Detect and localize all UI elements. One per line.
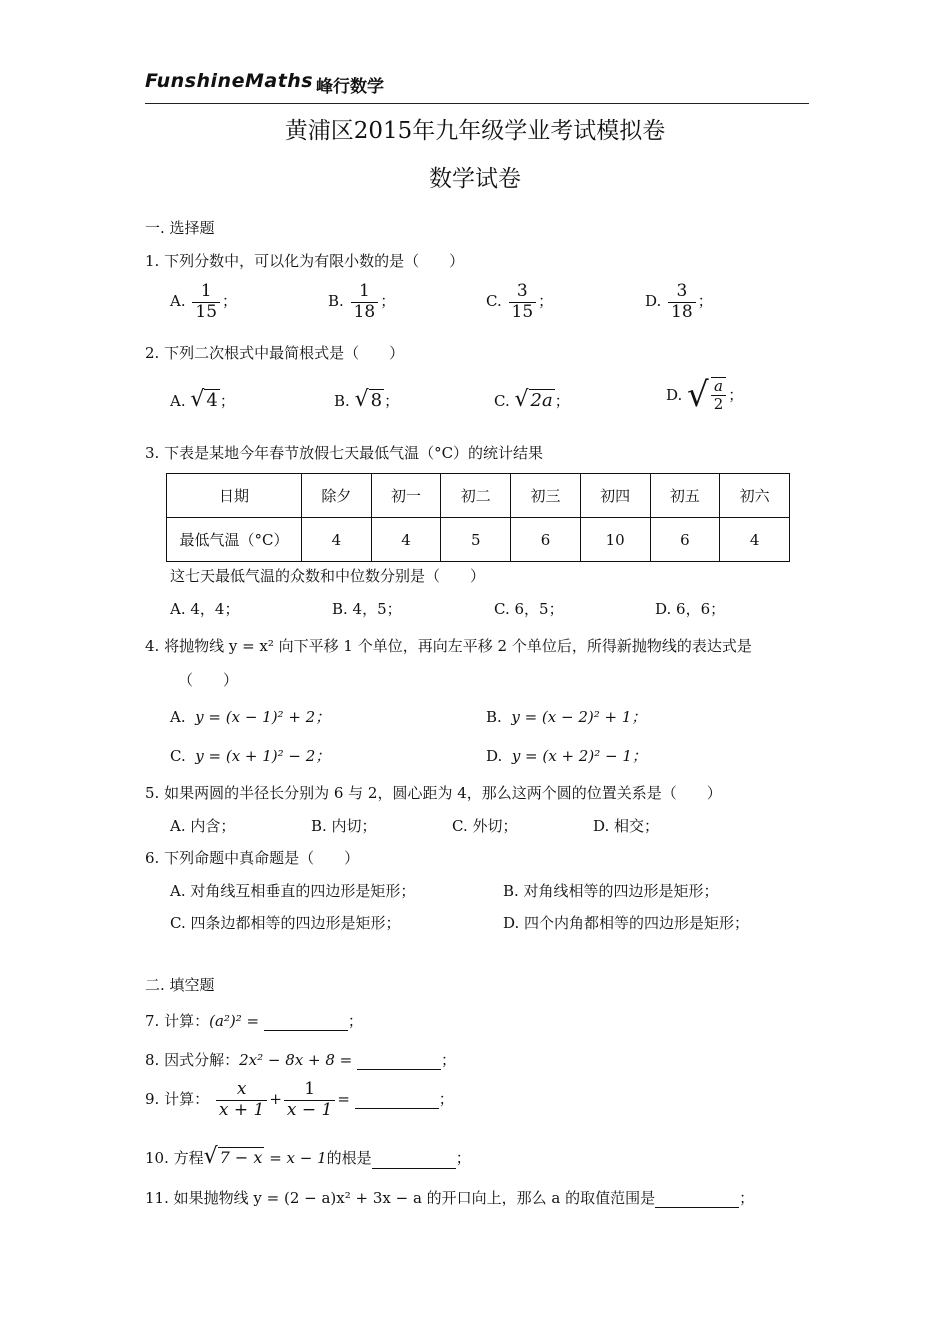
q5-option-c: C. 外切；: [452, 817, 518, 835]
q4-option-d: [486, 745, 647, 766]
table-row: [167, 518, 790, 562]
answer-blank[interactable]: [264, 1014, 348, 1031]
option-label: C.: [486, 292, 502, 311]
brand-cn-text: 峰行数学: [316, 77, 384, 97]
q5-option-d: D. 相交；: [593, 817, 660, 835]
denominator: x + 1: [216, 1100, 267, 1121]
radicand: 7 − x: [219, 1148, 263, 1167]
brand-logo-text: FunshineMaths: [145, 70, 314, 92]
q10-expression: = x − 1: [269, 1149, 327, 1167]
q3-option-c: C. 6，5；: [494, 600, 564, 618]
q9-tail: ；: [438, 1090, 454, 1109]
table-value-cell: 4: [720, 518, 790, 562]
option-label: B.: [328, 292, 344, 311]
q2-option-a: [170, 387, 235, 412]
table-day-cell: 初三: [511, 474, 581, 518]
q2-option-b: [334, 387, 399, 412]
option-expression: y = (x + 2)² − 1；: [511, 747, 647, 765]
square-root: √ 2a: [514, 387, 553, 412]
temperature-table: [166, 473, 790, 562]
fraction: [192, 282, 220, 322]
numerator: 1: [304, 1079, 316, 1099]
q6-option-d: D. 四个内角都相等的四边形是矩形；: [503, 914, 750, 932]
numerator: 1: [200, 281, 212, 301]
q1-stem: 1. 下列分数中，可以化为有限小数的是（ ）: [145, 252, 465, 270]
q8-tail: ；: [440, 1051, 456, 1069]
q4-stem: 4. 将抛物线 y = x² 向下平移 1 个单位，再向左平移 2 个单位后，所得新抛物线的表达式是: [145, 637, 752, 655]
denominator: 18: [351, 302, 379, 323]
numerator: 1: [358, 281, 370, 301]
header-rule: [145, 103, 809, 104]
option-label: C.: [170, 747, 186, 765]
square-root: √ 4: [190, 387, 218, 412]
q2-stem: 2. 下列二次根式中最简根式是（ ）: [145, 344, 405, 362]
option-tail: ；: [222, 292, 238, 311]
q10-prefix: 10. 方程: [145, 1149, 204, 1167]
q7: [145, 1010, 363, 1031]
table-day-cell: 初四: [580, 474, 650, 518]
q7-prefix: 7. 计算：: [145, 1012, 210, 1030]
q4-option-b: [486, 706, 646, 727]
answer-blank[interactable]: [372, 1152, 456, 1169]
q10: [145, 1144, 471, 1169]
option-label: A.: [170, 708, 186, 726]
fraction: [509, 282, 537, 322]
q3-stem: 3. 下表是某地今年春节放假七天最低气温（°C）的统计结果: [145, 444, 544, 462]
exam-subtitle: 数学试卷: [429, 166, 521, 192]
q7-expression: (a²)² =: [209, 1012, 260, 1030]
section-fill-heading: 二. 填空题: [145, 976, 215, 994]
q10-tail: ；: [455, 1149, 471, 1167]
fraction: [284, 1080, 335, 1120]
table-row: [167, 474, 790, 518]
q11: [145, 1187, 754, 1208]
denominator: 15: [509, 302, 537, 323]
q6-stem: 6. 下列命题中真命题是（ ）: [145, 849, 360, 867]
q5-option-b: B. 内切；: [311, 817, 377, 835]
q4-option-c: [170, 745, 330, 766]
option-label: C.: [494, 392, 510, 410]
q1-option-b: [328, 282, 395, 322]
answer-blank[interactable]: [655, 1191, 739, 1208]
table-value-cell: 5: [441, 518, 511, 562]
option-tail: ；: [554, 392, 570, 410]
table-day-cell: 除夕: [302, 474, 372, 518]
q4-paren: （ ）: [178, 671, 239, 689]
q8-prefix: 8. 因式分解：: [145, 1051, 240, 1069]
q6-option-a: A. 对角线互相垂直的四边形是矩形；: [170, 882, 416, 900]
square-root: √ 8: [354, 387, 383, 412]
option-tail: ；: [728, 386, 744, 404]
q9: [145, 1080, 454, 1120]
fraction: [351, 282, 379, 322]
answer-blank[interactable]: [355, 1092, 439, 1109]
q7-tail: ；: [347, 1012, 363, 1030]
table-row-label: 最低气温（°C）: [167, 518, 302, 562]
fraction: [216, 1080, 267, 1120]
option-tail: ；: [219, 392, 235, 410]
option-tail: ；: [697, 292, 713, 311]
table-day-cell: 初一: [371, 474, 441, 518]
fraction: [668, 282, 696, 322]
square-root: √ $\frac{a}{2}$: [687, 375, 728, 415]
q5-stem: 5. 如果两圆的半径长分别为 6 与 2，圆心距为 4，那么这两个圆的位置关系是（ ）: [145, 784, 722, 802]
q8-expression: 2x² − 8x + 8 =: [239, 1051, 353, 1069]
denominator: x − 1: [284, 1100, 335, 1121]
option-label: B.: [334, 392, 350, 410]
option-label: D.: [486, 747, 503, 765]
option-expression: y = (x − 2)² + 1；: [511, 708, 647, 726]
q2-option-c: [494, 387, 570, 412]
numerator: 3: [676, 281, 688, 301]
q1-option-d: [645, 282, 713, 322]
table-value-cell: 6: [511, 518, 581, 562]
q1-option-c: [486, 282, 553, 322]
q8: [145, 1049, 456, 1070]
option-expression: y = (x + 1)² − 2；: [195, 747, 331, 765]
option-tail: ；: [380, 292, 396, 311]
option-tail: ；: [384, 392, 400, 410]
q10-suffix: 的根是: [326, 1149, 372, 1167]
q3-option-a: A. 4，4；: [170, 600, 240, 618]
q3-option-d: D. 6，6；: [655, 600, 726, 618]
q6-option-b: B. 对角线相等的四边形是矩形；: [503, 882, 719, 900]
option-label: B.: [486, 708, 502, 726]
q1-option-a: [170, 282, 237, 322]
q3-option-b: B. 4，5；: [332, 600, 402, 618]
option-label: D.: [645, 292, 662, 311]
table-day-cell: 初二: [441, 474, 511, 518]
table-header-cell: 日期: [167, 474, 302, 518]
radicand: 4: [206, 390, 218, 411]
q11-text: 11. 如果抛物线 y = (2 − a)x² + 3x − a 的开口向上，那么 a 的取值范围是: [145, 1189, 656, 1207]
option-label: A.: [170, 292, 186, 311]
plus-sign: +: [269, 1090, 282, 1109]
table-value-cell: 10: [580, 518, 650, 562]
q9-prefix: 9. 计算：: [145, 1090, 210, 1109]
numerator: x: [236, 1079, 247, 1099]
q3-sub-question: 这七天最低气温的众数和中位数分别是（ ）: [170, 567, 486, 585]
option-label: D.: [666, 386, 683, 404]
answer-blank[interactable]: [357, 1053, 441, 1070]
option-tail: ；: [538, 292, 554, 311]
denominator: 15: [192, 302, 220, 323]
q11-tail: ；: [739, 1189, 755, 1207]
option-expression: y = (x − 1)² + 2；: [195, 708, 331, 726]
radicand: 2a: [530, 390, 553, 411]
q5-option-a: A. 内含；: [170, 817, 236, 835]
q4-option-a: [170, 706, 330, 727]
section-choice-heading: 一. 选择题: [145, 219, 215, 237]
table-value-cell: 4: [371, 518, 441, 562]
q2-option-d: [666, 375, 743, 415]
table-value-cell: 6: [650, 518, 720, 562]
square-root: √ 7 − x: [203, 1144, 263, 1169]
numerator: 3: [516, 281, 528, 301]
denominator: 18: [668, 302, 696, 323]
denominator: 2: [711, 395, 727, 413]
table-value-cell: 4: [302, 518, 372, 562]
q6-option-c: C. 四条边都相等的四边形是矩形；: [170, 914, 401, 932]
equals-sign: =: [337, 1090, 350, 1109]
radicand: 8: [370, 390, 383, 411]
table-day-cell: 初五: [650, 474, 720, 518]
numerator: a: [714, 376, 723, 395]
exam-title: 黄浦区2015年九年级学业考试模拟卷: [284, 118, 666, 144]
table-day-cell: 初六: [720, 474, 790, 518]
option-label: A.: [170, 392, 186, 410]
